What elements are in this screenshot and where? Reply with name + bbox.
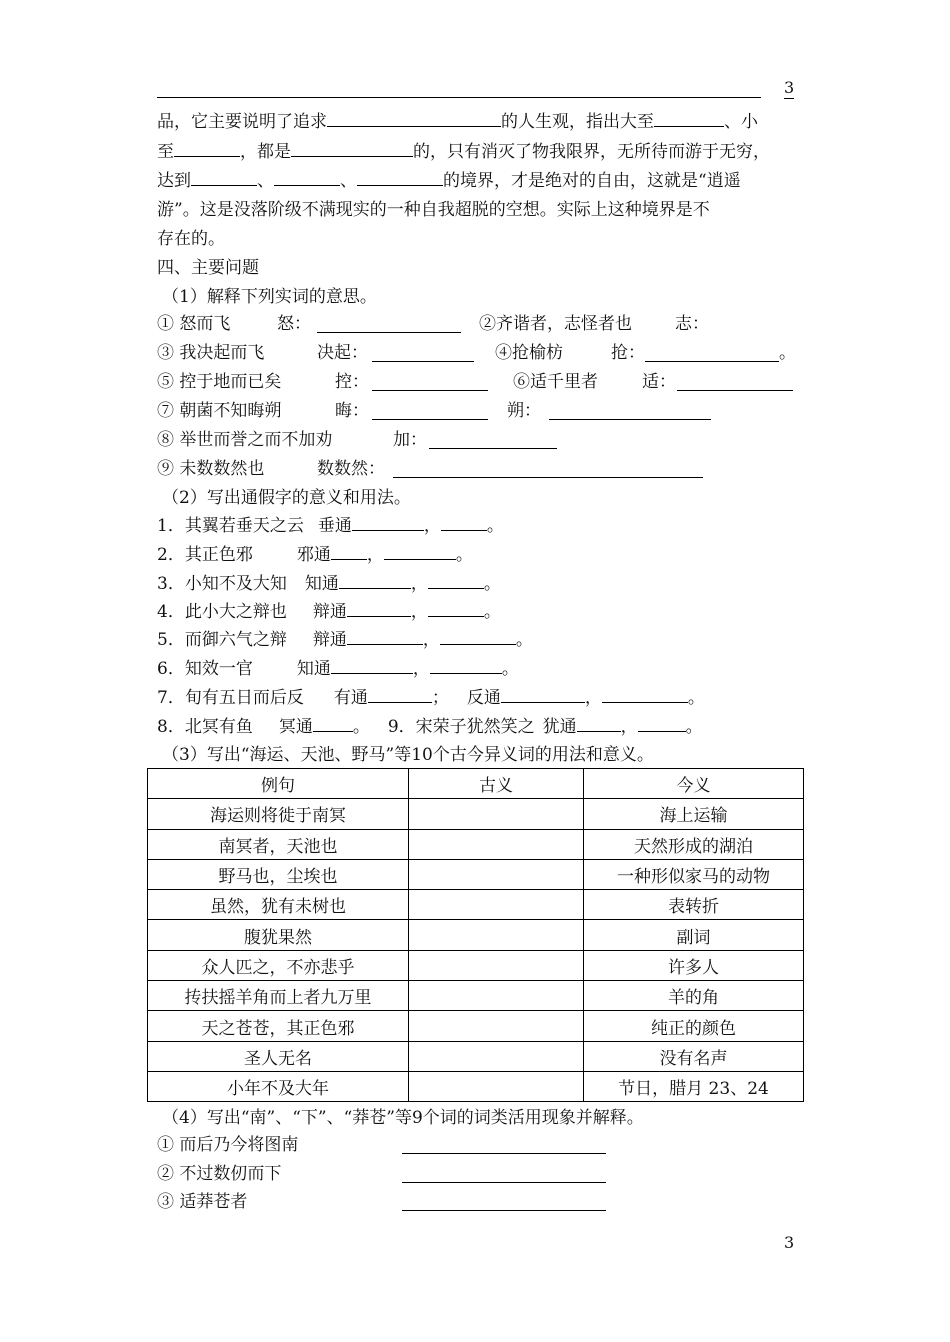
modern-cell: 一种形似家马的动物 [584, 859, 804, 889]
example-cell: 天之苍苍，其正色邪 [148, 1011, 409, 1041]
modern-cell: 节日，腊月 23、24 [584, 1071, 804, 1101]
ancient-cell [409, 950, 584, 980]
modern-cell: 天然形成的湖泊 [584, 829, 804, 859]
q4-answer-line-1 [402, 1153, 606, 1154]
example-cell: 抟扶摇羊角而上者九万里 [148, 981, 409, 1011]
page-number-top: 3 [784, 78, 795, 97]
ancient-cell [409, 829, 584, 859]
q4-answer-line-2 [402, 1182, 606, 1183]
ancient-cell [409, 920, 584, 950]
modern-cell: 海上运输 [584, 799, 804, 829]
example-cell: 腹犹果然 [148, 920, 409, 950]
q4-item-1: ① 而后乃今将图南 [157, 1135, 299, 1155]
table-row [148, 950, 804, 980]
q2-item-2: 2．其正色邪 邪通 ， 。 [157, 545, 473, 565]
q2-item-6: 6．知效一官 知通 ， 。 [157, 659, 519, 679]
ancient-cell [409, 1011, 584, 1041]
q2-item-8: 8．北冥有鱼 冥通 。 9．宋荣子犹然笑之 犹通 ， 。 [157, 717, 703, 737]
q2-item-7: 7．旬有五日而后反 有通 ； 反通 ， 。 [157, 688, 705, 708]
example-cell: 圣人无名 [148, 1041, 409, 1071]
intro-line-2: 至 ，都是 的，只有消灭了物我限界，无所待而游于无穷， [157, 142, 770, 162]
q2-title: （2）写出通假字的意义和用法。 [162, 488, 411, 508]
modern-cell: 羊的角 [584, 981, 804, 1011]
example-cell: 虽然，犹有未树也 [148, 890, 409, 920]
intro-line-4: 游”。这是没落阶级不满现实的一种自我超脱的空想。实际上这种境界是不 [157, 200, 710, 220]
table-row [148, 890, 804, 920]
q4-title: （4）写出“南”、“下”、“莽苍”等9个词的词类活用现象并解释。 [162, 1108, 644, 1128]
ancient-cell [409, 1071, 584, 1101]
table-row [148, 1011, 804, 1041]
q3-title: （3）写出“海运、天池、野马”等10个古今异义词的用法和意义。 [162, 745, 654, 765]
page-number-bottom: 3 [784, 1233, 795, 1252]
vocab-table [147, 768, 804, 1102]
q2-item-3: 3．小知不及大知 知通 ， 。 [157, 574, 501, 594]
table-row [148, 920, 804, 950]
q2-item-1: 1．其翼若垂天之云 垂通 ， 。 [157, 516, 504, 536]
table-row [148, 799, 804, 829]
table-row [148, 859, 804, 889]
modern-cell: 许多人 [584, 950, 804, 980]
example-cell: 众人匹之，不亦悲乎 [148, 950, 409, 980]
table-row [148, 981, 804, 1011]
ancient-cell [409, 1041, 584, 1071]
section-title: 四、主要问题 [157, 258, 259, 278]
ancient-cell [409, 890, 584, 920]
example-cell: 野马也，尘埃也 [148, 859, 409, 889]
intro-line-3: 达到 、 、 的境界，才是绝对的自由，这就是“逍遥 [157, 171, 741, 191]
table-row [148, 1041, 804, 1071]
example-cell: 南冥者，天池也 [148, 829, 409, 859]
intro-line-1: 品，它主要说明了追求 的人生观，指出大至 、小 [157, 112, 758, 132]
q1-title: （1）解释下列实词的意思。 [162, 287, 377, 307]
intro-line-5: 存在的。 [157, 229, 225, 249]
ancient-cell [409, 981, 584, 1011]
column-header-ancient: 古义 [409, 769, 584, 799]
modern-cell: 没有名声 [584, 1041, 804, 1071]
column-header-example: 例句 [148, 769, 409, 799]
table-row [148, 1071, 804, 1101]
column-header-modern: 今义 [584, 769, 804, 799]
header-rule [157, 97, 761, 98]
example-cell: 小年不及大年 [148, 1071, 409, 1101]
q2-item-5: 5．而御六气之辩 辩通 ， 。 [157, 630, 533, 650]
q4-answer-line-3 [402, 1210, 606, 1211]
q4-item-3: ③ 适莽苍者 [157, 1192, 248, 1212]
table-row [148, 829, 804, 859]
modern-cell: 纯正的颜色 [584, 1011, 804, 1041]
table-header-row [148, 769, 804, 799]
ancient-cell [409, 799, 584, 829]
q4-item-2: ② 不过数仞而下 [157, 1164, 282, 1184]
modern-cell: 表转折 [584, 890, 804, 920]
modern-cell: 副词 [584, 920, 804, 950]
example-cell: 海运则将徙于南冥 [148, 799, 409, 829]
ancient-cell [409, 859, 584, 889]
q2-item-4: 4．此小大之辩也 辩通 ， 。 [157, 602, 501, 622]
